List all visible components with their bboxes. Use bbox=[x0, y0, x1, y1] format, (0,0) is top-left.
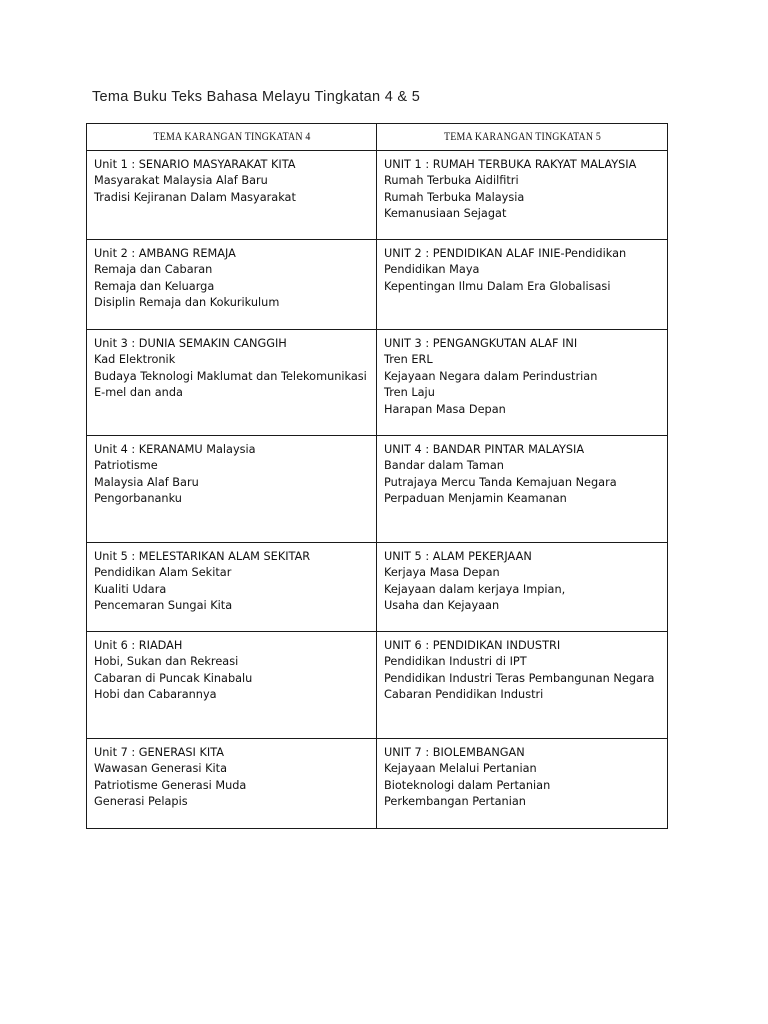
table-row bbox=[87, 543, 668, 632]
topic-item: Kejayaan dalam kerjaya Impian, bbox=[384, 582, 566, 596]
cell-form5-unit6 bbox=[377, 632, 668, 739]
topic-item: Pendidikan Alam Sekitar bbox=[94, 566, 232, 580]
cell-form4-unit3 bbox=[87, 330, 377, 436]
topic-item: Kejayaan Melalui Pertanian bbox=[384, 762, 537, 776]
topic-item: Cabaran Pendidikan Industri bbox=[384, 688, 544, 702]
topic-item: Harapan Masa Depan bbox=[384, 402, 506, 416]
unit-title: UNIT 7 : BIOLEMBANGAN bbox=[384, 746, 525, 759]
topic-item: Kemanusiaan Sejagat bbox=[384, 207, 507, 221]
topic-item: Pendidikan Industri di IPT bbox=[384, 655, 527, 669]
topic-item: Kerjaya Masa Depan bbox=[384, 566, 500, 580]
topic-item: Perpaduan Menjamin Keamanan bbox=[384, 492, 567, 506]
topic-item: Generasi Pelapis bbox=[94, 795, 188, 809]
topic-item: Remaja dan Cabaran bbox=[94, 263, 213, 277]
header-form4 bbox=[107, 124, 356, 151]
cell-form5-unit7 bbox=[377, 739, 668, 829]
topic-item: Tren ERL bbox=[384, 353, 433, 367]
unit-title: UNIT 3 : PENGANGKUTAN ALAF INI bbox=[384, 337, 578, 350]
header-form5-label: TEMA KARANGAN TINGKATAN 5 bbox=[443, 131, 601, 143]
cell-form4-unit6 bbox=[87, 632, 377, 739]
cell-form5-unit2 bbox=[377, 240, 668, 330]
table-row bbox=[87, 151, 668, 240]
topic-item: Kualiti Udara bbox=[94, 582, 167, 596]
cell-form5-unit1 bbox=[377, 151, 668, 240]
topic-item: E-mel dan anda bbox=[94, 386, 183, 400]
unit-title: Unit 3 : DUNIA SEMAKIN CANGGIH bbox=[94, 337, 287, 350]
topic-item: Putrajaya Mercu Tanda Kemajuan Negara bbox=[384, 475, 617, 489]
unit-title: Unit 5 : MELESTARIKAN ALAM SEKITAR bbox=[94, 550, 311, 563]
topic-item: Masyarakat Malaysia Alaf Baru bbox=[94, 174, 268, 188]
topic-item: Usaha dan Kejayaan bbox=[384, 599, 500, 613]
cell-form4-unit4 bbox=[87, 436, 377, 543]
topic-item: Disiplin Remaja dan Kokurikulum bbox=[94, 296, 280, 310]
topic-item: Hobi dan Cabarannya bbox=[94, 688, 217, 702]
unit-title: Unit 6 : RIADAH bbox=[94, 639, 183, 652]
cell-form4-unit7 bbox=[87, 739, 377, 829]
table-row bbox=[87, 240, 668, 330]
topic-item: Budaya Teknologi Maklumat dan Telekomunikasi bbox=[94, 369, 367, 383]
cell-form4-unit2 bbox=[87, 240, 377, 330]
topic-item: Wawasan Generasi Kita bbox=[94, 762, 227, 776]
topic-item: Kad Elektronik bbox=[94, 353, 176, 367]
topic-item: Rumah Terbuka Malaysia bbox=[384, 190, 525, 204]
unit-title: UNIT 2 : PENDIDIKAN ALAF INIE-Pendidikan bbox=[384, 247, 627, 260]
unit-title: Unit 2 : AMBANG REMAJA bbox=[94, 247, 236, 260]
topic-item: Pencemaran Sungai Kita bbox=[94, 599, 233, 613]
unit-title: UNIT 6 : PENDIDIKAN INDUSTRI bbox=[384, 639, 561, 652]
table-row bbox=[87, 632, 668, 739]
topic-item: Malaysia Alaf Baru bbox=[94, 475, 199, 489]
themes-table bbox=[86, 123, 668, 829]
topic-item: Perkembangan Pertanian bbox=[384, 795, 526, 809]
topic-item: Tren Laju bbox=[384, 386, 435, 400]
topic-item: Pendidikan Maya bbox=[384, 263, 480, 277]
topic-item: Cabaran di Puncak Kinabalu bbox=[94, 671, 253, 685]
table-row bbox=[87, 436, 668, 543]
unit-title: UNIT 4 : BANDAR PINTAR MALAYSIA bbox=[384, 443, 585, 456]
cell-form5-unit4 bbox=[377, 436, 668, 543]
topic-item: Bandar dalam Taman bbox=[384, 459, 504, 473]
topic-item: Kepentingan Ilmu Dalam Era Globalisasi bbox=[384, 279, 611, 293]
topic-item: Hobi, Sukan dan Rekreasi bbox=[94, 655, 239, 669]
cell-form5-unit3 bbox=[377, 330, 668, 436]
topic-item: Pendidikan Industri Teras Pembangunan Negara bbox=[384, 671, 655, 685]
cell-form4-unit5 bbox=[87, 543, 377, 632]
table-header-row bbox=[87, 124, 668, 151]
header-form4-label: TEMA KARANGAN TINGKATAN 4 bbox=[153, 131, 310, 143]
unit-title: UNIT 5 : ALAM PEKERJAAN bbox=[384, 550, 532, 563]
topic-item: Rumah Terbuka Aidilfitri bbox=[384, 174, 519, 188]
unit-title: Unit 7 : GENERASI KITA bbox=[94, 746, 224, 759]
topic-item: Bioteknologi dalam Pertanian bbox=[384, 778, 551, 792]
topic-item: Patriotisme Generasi Muda bbox=[94, 778, 247, 792]
table-row bbox=[87, 330, 668, 436]
cell-form4-unit1 bbox=[87, 151, 377, 240]
cell-form5-unit5 bbox=[377, 543, 668, 632]
topic-item: Kejayaan Negara dalam Perindustrian bbox=[384, 369, 598, 383]
topic-item: Pengorbananku bbox=[94, 492, 182, 506]
table-row bbox=[87, 739, 668, 829]
topic-item: Tradisi Kejiranan Dalam Masyarakat bbox=[94, 190, 296, 204]
document-title: Tema Buku Teks Bahasa Melayu Tingkatan 4 & 5 bbox=[92, 89, 421, 105]
unit-title: Unit 4 : KERANAMU Malaysia bbox=[94, 443, 256, 456]
topic-item: Patriotisme bbox=[94, 459, 158, 473]
unit-title: UNIT 1 : RUMAH TERBUKA RAKYAT MALAYSIA bbox=[384, 158, 637, 171]
unit-title: Unit 1 : SENARIO MASYARAKAT KITA bbox=[94, 158, 296, 171]
header-form5 bbox=[397, 124, 647, 151]
topic-item: Remaja dan Keluarga bbox=[94, 279, 215, 293]
